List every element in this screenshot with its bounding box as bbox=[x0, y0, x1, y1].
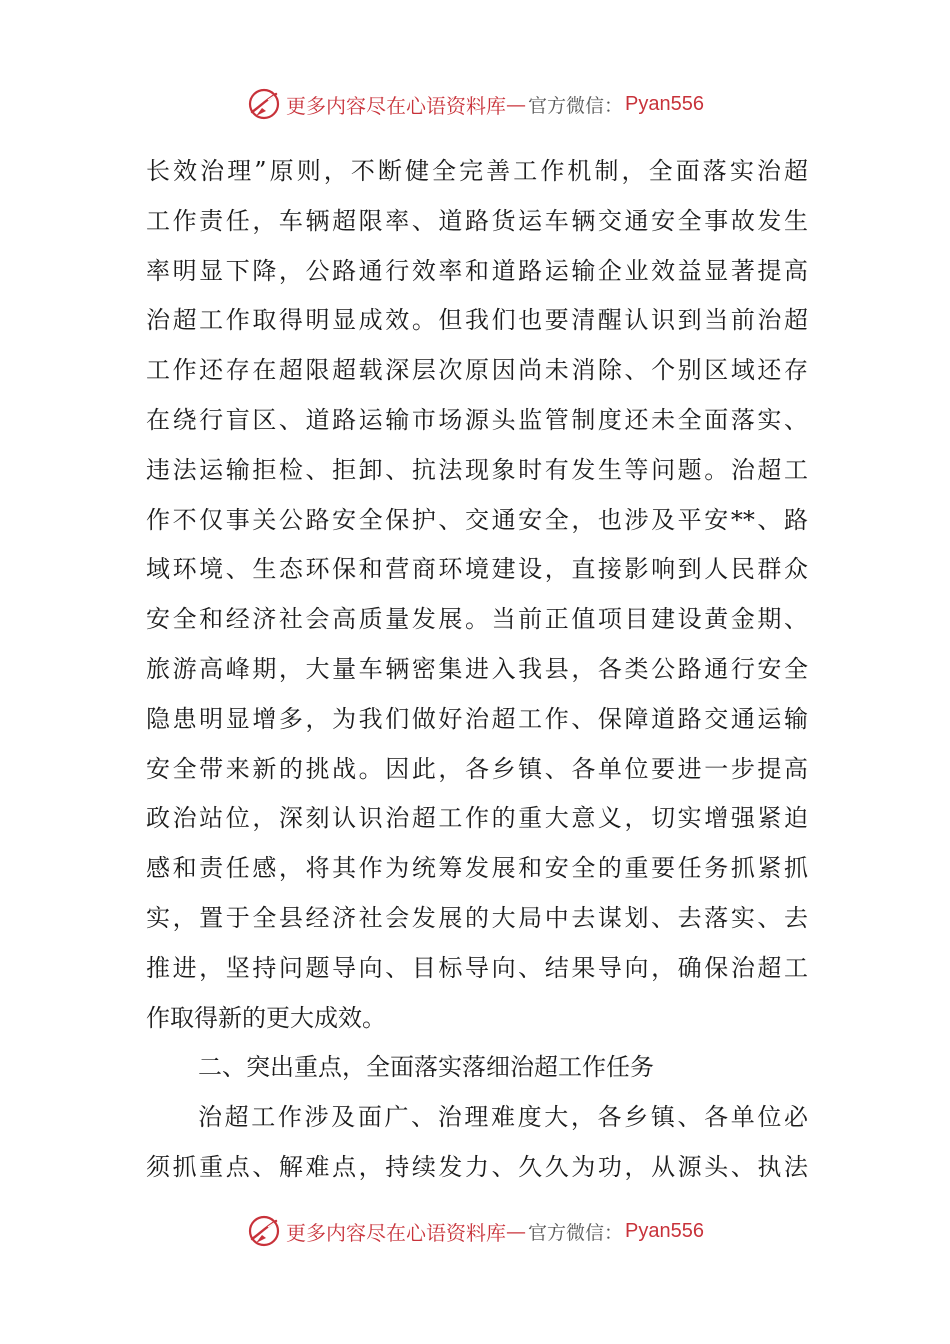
body-line: 安全带来新的挑战。因此，各乡镇、各单位要进一步提高 bbox=[146, 754, 808, 783]
header-banner bbox=[0, 84, 950, 124]
pen-logo-icon bbox=[246, 86, 282, 122]
body-line: 治超工作涉及面广、治理难度大，各乡镇、各单位必 bbox=[198, 1103, 808, 1132]
wechat-id: Pyan556 bbox=[625, 1219, 704, 1242]
body-line: 率明显下降，公路通行效率和道路运输企业效益显著提高 bbox=[146, 256, 808, 285]
official-label: 官方微信： bbox=[528, 94, 624, 117]
body-line: 旅游高峰期，大量车辆密集进入我县，各类公路通行安全 bbox=[146, 654, 808, 683]
body-line: 感和责任感，将其作为统筹发展和安全的重要任务抓紧抓 bbox=[146, 854, 808, 883]
body-line: 工作责任，车辆超限率、道路货运车辆交通安全事故发生 bbox=[146, 206, 808, 235]
body-line: 在绕行盲区、道路运输市场源头监管制度还未全面落实、 bbox=[146, 405, 808, 434]
body-line: 违法运输拒检、拒卸、抗法现象时有发生等问题。治超工 bbox=[146, 455, 808, 484]
brand-text: 更多内容尽在心语资料库 bbox=[286, 93, 506, 118]
official-label: 官方微信： bbox=[528, 1221, 624, 1244]
document-body bbox=[146, 147, 808, 1193]
pen-logo-icon bbox=[246, 1213, 282, 1249]
body-line: 长效治理”原则，不断健全完善工作机制，全面落实治超 bbox=[146, 157, 808, 185]
brand-dash: — bbox=[506, 92, 526, 116]
body-line: 实，置于全县经济社会发展的大局中去谋划、去落实、去 bbox=[146, 903, 808, 932]
body-line: 须抓重点、解难点，持续发力、久久为功，从源头、执法 bbox=[146, 1152, 808, 1181]
body-line: 域环境、生态环保和营商环境建设，直接影响到人民群众 bbox=[146, 555, 808, 584]
body-line: 作不仅事关公路安全保护、交通安全，也涉及平安**、路 bbox=[146, 505, 808, 534]
body-line: 工作还存在超限超载深层次原因尚未消除、个别区域还存 bbox=[146, 356, 808, 385]
body-line: 安全和经济社会高质量发展。当前正值项目建设黄金期、 bbox=[146, 605, 808, 634]
brand-text: 更多内容尽在心语资料库 bbox=[286, 1220, 506, 1245]
body-line: 治超工作取得明显成效。但我们也要清醒认识到当前治超 bbox=[146, 306, 808, 335]
body-line: 推进，坚持问题导向、目标导向、结果导向，确保治超工 bbox=[146, 953, 808, 982]
wechat-id: Pyan556 bbox=[625, 92, 704, 115]
brand-dash: — bbox=[506, 1219, 526, 1243]
section-heading: 二、突出重点，全面落实落细治超工作任务 bbox=[198, 1053, 654, 1082]
footer-banner bbox=[0, 1211, 950, 1251]
body-line: 隐患明显增多，为我们做好治超工作、保障道路交通运输 bbox=[146, 704, 808, 733]
body-line: 政治站位，深刻认识治超工作的重大意义，切实增强紧迫 bbox=[146, 804, 808, 833]
body-line: 作取得新的更大成效。 bbox=[146, 1003, 386, 1032]
